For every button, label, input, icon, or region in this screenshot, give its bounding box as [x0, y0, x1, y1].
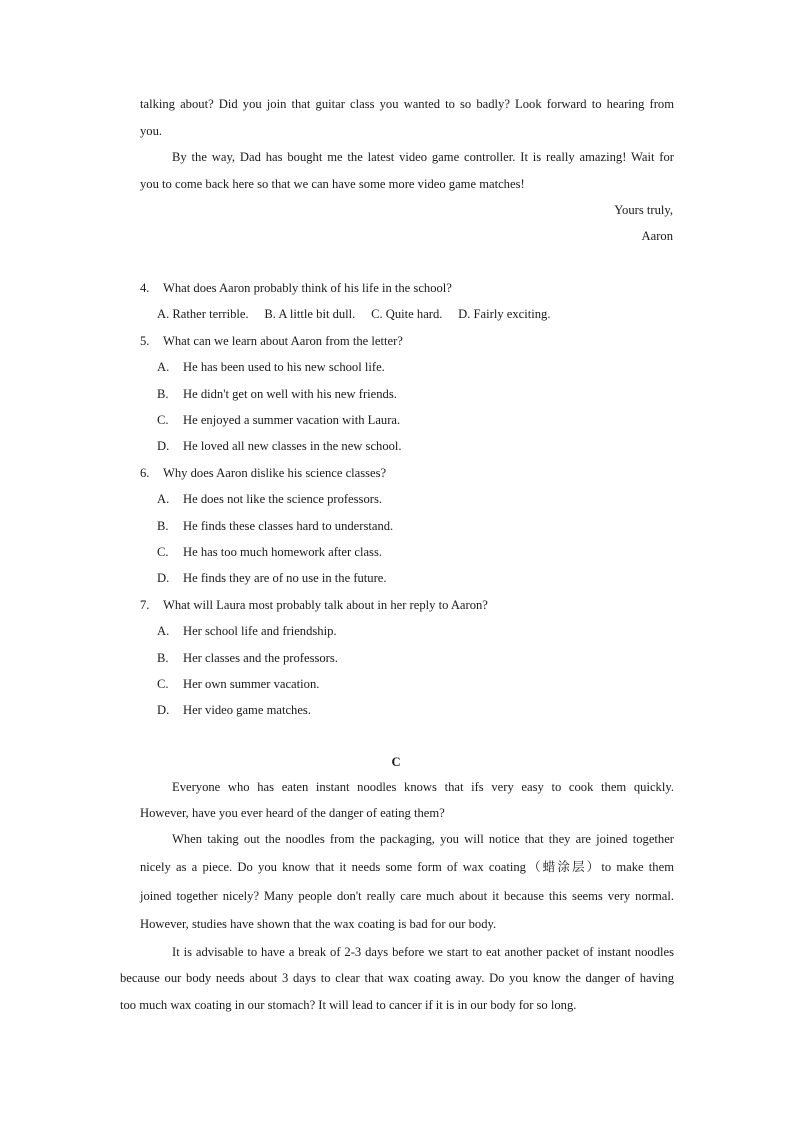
option-text: He didn't get on well with his new friends.: [183, 387, 397, 401]
question-number: 6.: [140, 466, 150, 480]
option-letter: D.: [157, 703, 170, 717]
letter-line: you to come back here so that we can have some more video game matches!: [140, 177, 525, 191]
option-letter: B.: [157, 519, 169, 533]
question-number: 4.: [140, 281, 150, 295]
question-text: Why does Aaron dislike his science classes?: [163, 466, 387, 480]
passage-line: Everyone who has eaten instant noodles knows that ifs very easy to cook them quickly.: [172, 780, 674, 794]
option-letter: A.: [157, 492, 170, 506]
option-text: Her own summer vacation.: [183, 677, 320, 691]
option-letter: D.: [157, 571, 170, 585]
option-letter: A.: [157, 624, 170, 638]
option-letter: D.: [157, 439, 170, 453]
option-text: He loved all new classes in the new school.: [183, 439, 402, 453]
option-text: Her classes and the professors.: [183, 651, 338, 665]
option-letter: B.: [157, 387, 169, 401]
letter-line: talking about? Did you join that guitar class you wanted to so badly? Look forward to hearing from: [140, 97, 674, 111]
passage-line: because our body needs about 3 days to clear that wax coating away. Do you know the danger of having: [120, 971, 674, 985]
question-text: What does Aaron probably think of his life in the school?: [163, 281, 452, 295]
passage-line: However, have you ever heard of the danger of eating them?: [140, 806, 445, 820]
option-text: Her video game matches.: [183, 703, 311, 717]
option-text: Her school life and friendship.: [183, 624, 337, 638]
passage-line: However, studies have shown that the wax coating is bad for our body.: [140, 917, 497, 931]
question-text: What can we learn about Aaron from the letter?: [163, 334, 403, 348]
option-letter: C.: [157, 413, 169, 427]
option-letter: C.: [157, 677, 169, 691]
passage-line: When taking out the noodles from the packaging, you will notice that they are joined together: [172, 832, 674, 846]
passage-line: nicely as a piece. Do you know that it needs some form of wax coating（蜡涂层）to make them: [140, 860, 674, 874]
passage-line: It is advisable to have a break of 2-3 days before we start to eat another packet of instant noodles: [172, 945, 674, 959]
question-text: What will Laura most probably talk about in her reply to Aaron?: [163, 598, 488, 612]
question-number: 5.: [140, 334, 150, 348]
question-number: 7.: [140, 598, 150, 612]
letter-closing: Yours truly,: [614, 203, 673, 217]
option-letter: B.: [157, 651, 169, 665]
question-inline-options: A. Rather terrible. B. A little bit dull. C. Quite hard. D. Fairly exciting.: [157, 307, 551, 321]
letter-line: By the way, Dad has bought me the latest video game controller. It is really amazing! Wait for: [172, 150, 674, 164]
passage-line: joined together nicely? Many people don't really care much about it because this seems very normal.: [140, 889, 674, 903]
letter-signature: Aaron: [641, 229, 673, 243]
option-letter: A.: [157, 360, 170, 374]
option-text: He enjoyed a summer vacation with Laura.: [183, 413, 401, 427]
section-heading: C: [391, 755, 401, 769]
option-text: He has been used to his new school life.: [183, 360, 385, 374]
passage-line: too much wax coating in our stomach? It will lead to cancer if it is in our body for so long.: [120, 998, 577, 1012]
letter-line: you.: [140, 124, 163, 138]
option-letter: C.: [157, 545, 169, 559]
option-text: He finds these classes hard to understand.: [183, 519, 394, 533]
option-text: He finds they are of no use in the future.: [183, 571, 387, 585]
option-text: He has too much homework after class.: [183, 545, 382, 559]
option-text: He does not like the science professors.: [183, 492, 382, 506]
